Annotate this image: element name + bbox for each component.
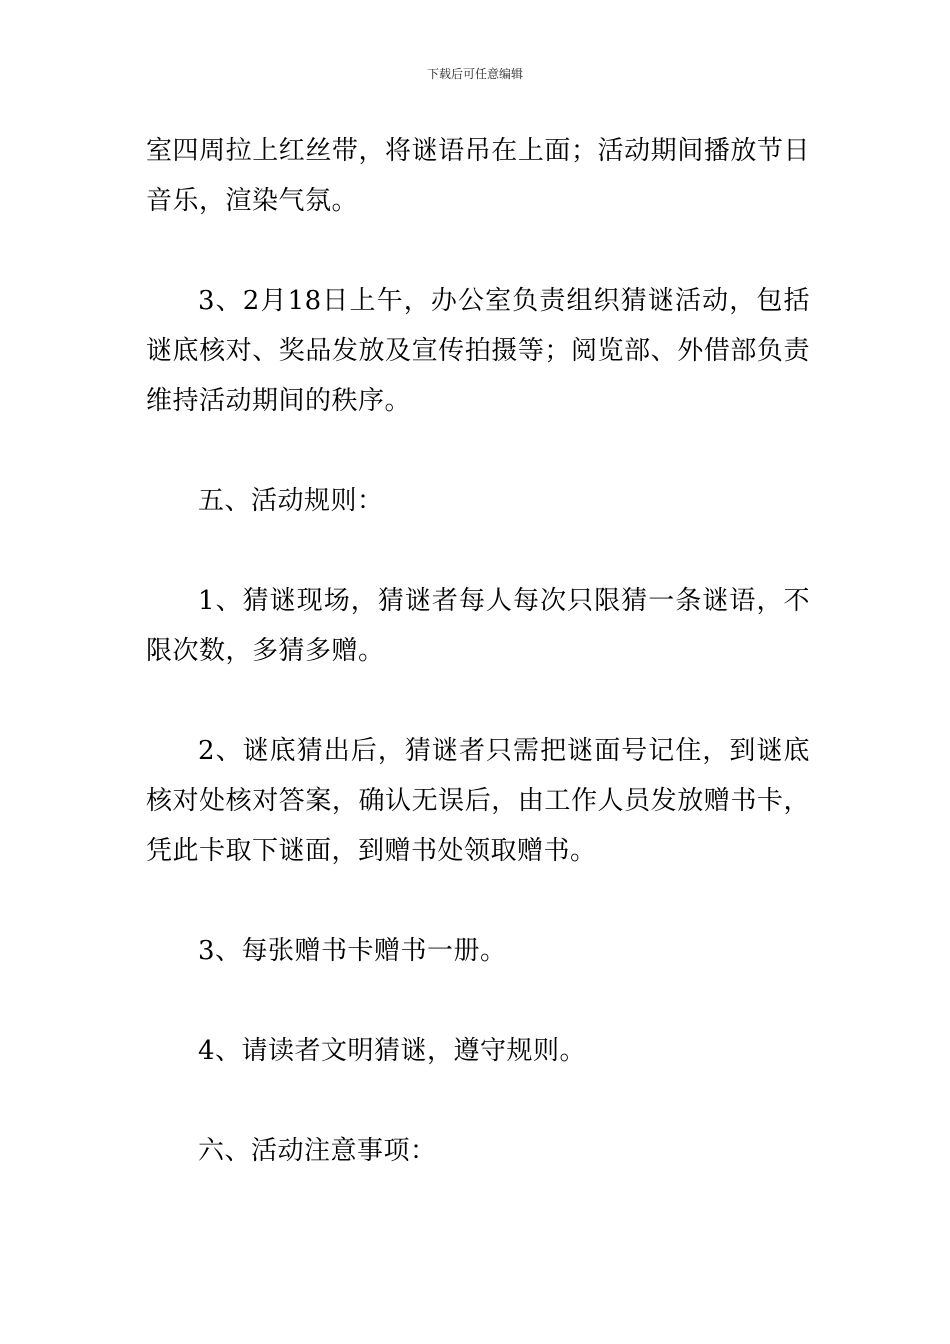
section-heading-rules: 五、活动规则： xyxy=(198,486,384,516)
section-heading-notes: 六、活动注意事项： xyxy=(198,1136,437,1166)
paragraph-item-3-schedule: 3、2月18日上午，办公室负责组织猜谜活动，包括谜底核对、奖品发放及宣传拍摄等；阅览部、外借部负责维持活动期间的秩序。 xyxy=(146,286,810,416)
paragraph-rule-4: 4、请读者文明猜谜，遵守规则。 xyxy=(198,1036,587,1066)
document-body xyxy=(146,126,810,1176)
paragraph-rule-2: 2、谜底猜出后，猜谜者只需把谜面号记住，到谜底核对处核对答案，确认无误后，由工作人员发放赠书卡，凭此卡取下谜面，到赠书处领取赠书。 xyxy=(146,736,810,866)
page-header: 下载后可任意编辑 xyxy=(426,67,523,81)
paragraph-rule-3: 3、每张赠书卡赠书一册。 xyxy=(198,936,507,966)
paragraph-continuation: 室四周拉上红丝带，将谜语吊在上面；活动期间播放节日音乐，渲染气氛。 xyxy=(146,136,810,216)
paragraph-rule-1: 1、猜谜现场，猜谜者每人每次只限猜一条谜语，不限次数，多猜多赠。 xyxy=(146,586,810,666)
